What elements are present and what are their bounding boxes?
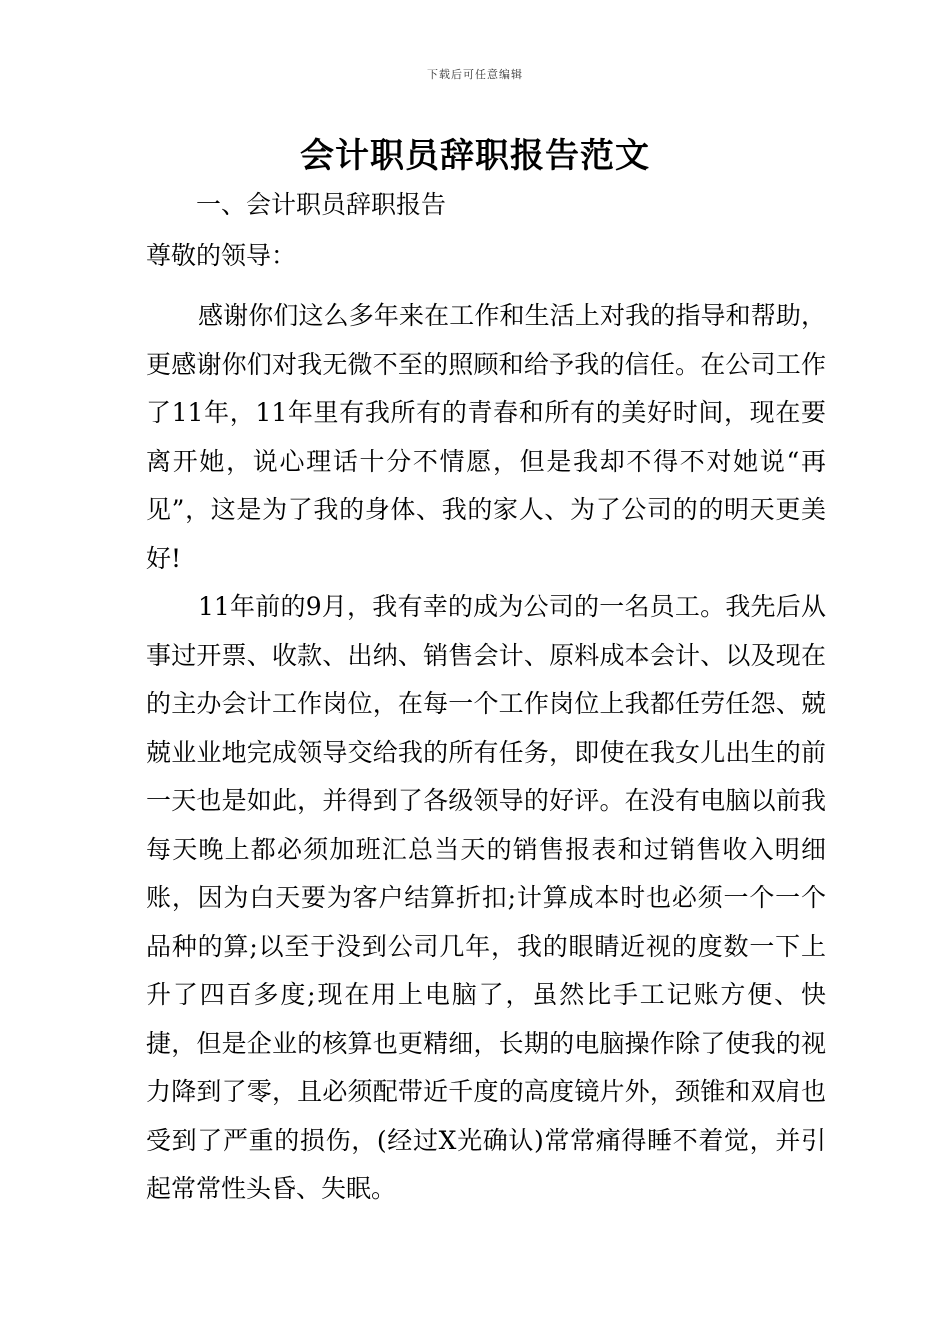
section-heading: 一、会计职员辞职报告 xyxy=(196,190,447,219)
salutation: 尊敬的领导： xyxy=(146,241,297,270)
document-body xyxy=(146,180,826,1214)
document-title: 会计职员辞职报告范文 xyxy=(300,136,650,176)
header-note: 下载后可任意编辑 xyxy=(427,68,523,81)
paragraph-2: 11年前的9月，我有幸的成为公司的一名员工。我先后从事过开票、收款、出纳、销售会计、原料成本会计、以及现在的主办会计工作岗位，在每一个工作岗位上我都任劳任怨、兢兢业业地完成领导交给我的所有任务，即使在我女儿出生的前一天也是如此，并得到了各级领导的好评。在没有电脑以前我每天晚上都必须加班汇总当天的销售报表和过销售收入明细账，因为白天要为客户结算折扣;计算成本时也必须一个一个品种的算;以至于没到公司几年，我的眼睛近视的度数一下上升了四百多度;现在用上电脑了，虽然比手工记账方便、快捷，但是企业的核算也更精细，长期的电脑操作除了使我的视力降到了零，且必须配带近千度的高度镜片外，颈锥和双肩也受到了严重的损伤，(经过X光确认)常常痛得睡不着觉，并引起常常性头昏、失眠。 xyxy=(146,592,826,1203)
paragraph-1: 感谢你们这么多年来在工作和生活上对我的指导和帮助，更感谢你们对我无微不至的照顾和给予我的信任。在公司工作了11年，11年里有我所有的青春和所有的美好时间，现在要离开她，说心理话十分不情愿，但是我却不得不对她说“再见”，这是为了我的身体、我的家人、为了公司的的明天更美好! xyxy=(146,301,826,573)
